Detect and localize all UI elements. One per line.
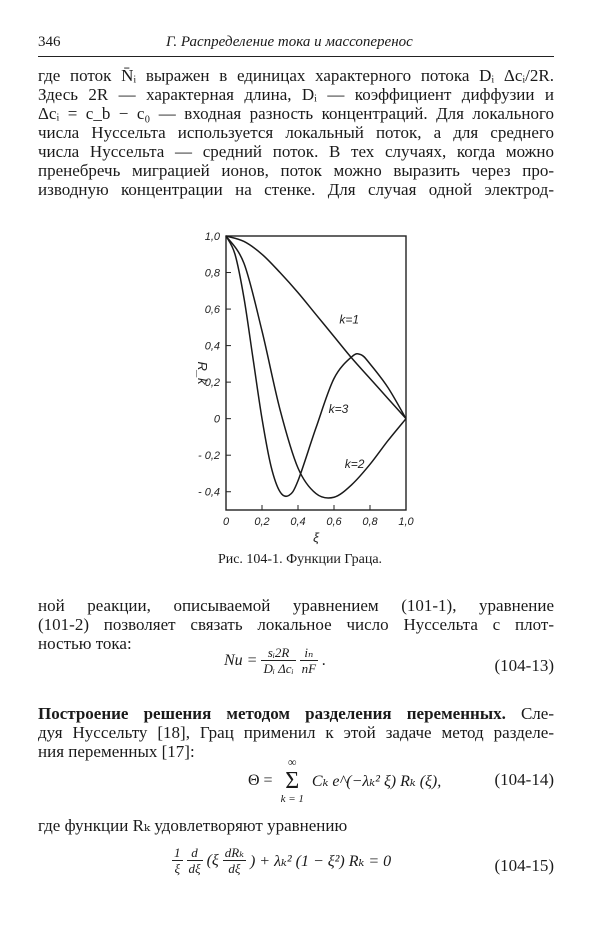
sum-operator bbox=[281, 756, 304, 806]
curve-label: k=2 bbox=[344, 456, 365, 471]
text-line: Δcᵢ = c_b − c₀ — входная разность концентраций. Для локального bbox=[38, 104, 554, 123]
text-line: дуя Нуссельту [18], Грац применил к этой задаче метод разделе- bbox=[38, 723, 554, 742]
eq-fraction bbox=[261, 646, 295, 676]
y-tick-label: - 0,4 bbox=[197, 486, 220, 499]
text-line: пренебречь миграцией ионов, поток можно выразить через про- bbox=[38, 161, 554, 180]
y-tick-label: 0 bbox=[213, 413, 220, 426]
running-title: Г. Распределение тока и массоперенос bbox=[166, 34, 413, 50]
equation-number: (104-14) bbox=[494, 770, 554, 789]
y-tick-label: 0,8 bbox=[204, 267, 220, 280]
y-tick-label: 0,4 bbox=[204, 340, 220, 353]
x-axis-label: ξ bbox=[313, 530, 319, 545]
curve-label: k=1 bbox=[339, 312, 360, 327]
figure-caption: Рис. 104-1. Функции Граца. bbox=[217, 552, 383, 567]
sum-lower-limit: k = 1 bbox=[280, 793, 304, 805]
eq-body: Cₖ e^(−λₖ² ξ) Rₖ (ξ), bbox=[311, 773, 442, 790]
x-tick-label: 1,0 bbox=[398, 516, 414, 528]
eq-denominator: nF bbox=[301, 661, 317, 676]
x-tick-label: 0 bbox=[222, 516, 230, 528]
text-line: числа Нуссельта — средний поток. В тех случаях, когда можно bbox=[38, 142, 554, 161]
plot-frame bbox=[226, 236, 406, 510]
text-line: (101-2) позволяет связать локальное число Нуссельта с плот- bbox=[38, 615, 554, 634]
running-header bbox=[38, 34, 554, 57]
equation-104-13 bbox=[38, 646, 554, 686]
y-axis-label: R_k bbox=[195, 361, 210, 385]
paragraph-intro bbox=[38, 66, 554, 199]
y-tick-label: 0,2 bbox=[204, 377, 220, 390]
x-tick-label: 0,2 bbox=[254, 516, 270, 528]
eq-fraction bbox=[300, 646, 318, 676]
text-fragment: Сле- bbox=[505, 704, 554, 723]
curve-label: k=3 bbox=[328, 402, 349, 417]
sum-sign: Σ bbox=[285, 768, 300, 794]
text-line: числа Нуссельта используется локальный поток, а для среднего bbox=[38, 123, 554, 142]
eq-fraction bbox=[187, 846, 203, 876]
paragraph-separation bbox=[38, 704, 554, 761]
x-tick-label: 0,4 bbox=[290, 516, 306, 528]
graetz-chart bbox=[180, 222, 420, 552]
text-line: изводную концентрации на стенке. Для случая одной электрод- bbox=[38, 180, 554, 199]
y-tick-label: 0,6 bbox=[204, 304, 220, 317]
eq-numerator: 1 bbox=[174, 845, 181, 860]
eq-denominator: dξ bbox=[228, 861, 241, 876]
eq-paren-open: (ξ bbox=[206, 852, 219, 869]
text-line: ностью тока: bbox=[38, 634, 132, 653]
text-line: Здесь 2R — характерная длина, Dᵢ — коэффициент диффузии и bbox=[38, 85, 554, 104]
x-tick-label: 0,6 bbox=[326, 516, 342, 528]
eq-numerator: dRₖ bbox=[224, 845, 244, 860]
graetz-figure bbox=[180, 222, 420, 552]
eq-numerator: sᵢ2R bbox=[261, 646, 295, 661]
eq-denominator: dξ bbox=[188, 861, 201, 876]
equation-104-15 bbox=[38, 846, 554, 886]
page-number: 346 bbox=[38, 34, 61, 50]
text-line bbox=[38, 704, 554, 723]
sum-upper-limit: ∞ bbox=[287, 755, 297, 769]
text-line: где поток N̄ᵢ выражен в единицах характерного потока Dᵢ Δcᵢ/2R. bbox=[38, 66, 554, 85]
eq-numerator: iₙ bbox=[300, 646, 318, 661]
paragraph-functions bbox=[38, 816, 554, 835]
equation-number: (104-13) bbox=[494, 656, 554, 675]
section-heading: Построение решения методом разделения переменных. bbox=[38, 704, 506, 723]
curve-k-2 bbox=[226, 236, 406, 498]
text-line: ной реакции, описываемой уравнением (101-1), уравнение bbox=[38, 596, 554, 615]
eq-denominator: ξ bbox=[174, 861, 181, 876]
eq-lhs: Θ = bbox=[248, 772, 273, 789]
eq-denominator: Dᵢ Δcᵢ bbox=[263, 661, 294, 676]
y-tick-label: - 0,2 bbox=[197, 450, 220, 463]
equation-104-14 bbox=[38, 756, 554, 806]
eq-fraction bbox=[172, 846, 183, 876]
text-line: ния переменных [17]: bbox=[38, 742, 195, 761]
curve-k-3 bbox=[226, 236, 406, 496]
eq-fraction bbox=[223, 846, 246, 876]
eq-rest: ) + λₖ² (1 − ξ²) Rₖ = 0 bbox=[249, 853, 392, 870]
x-tick-label: 0,8 bbox=[362, 516, 378, 528]
curve-k-1 bbox=[226, 236, 406, 419]
eq-tail: . bbox=[322, 652, 327, 669]
eq-lhs: Nu = bbox=[224, 652, 258, 669]
paragraph-reaction bbox=[38, 596, 554, 653]
text-line: где функции Rₖ удовлетворяют уравнению bbox=[38, 816, 348, 835]
y-tick-label: 1,0 bbox=[204, 231, 220, 243]
eq-numerator: d bbox=[187, 846, 203, 861]
equation-number: (104-15) bbox=[494, 856, 554, 875]
